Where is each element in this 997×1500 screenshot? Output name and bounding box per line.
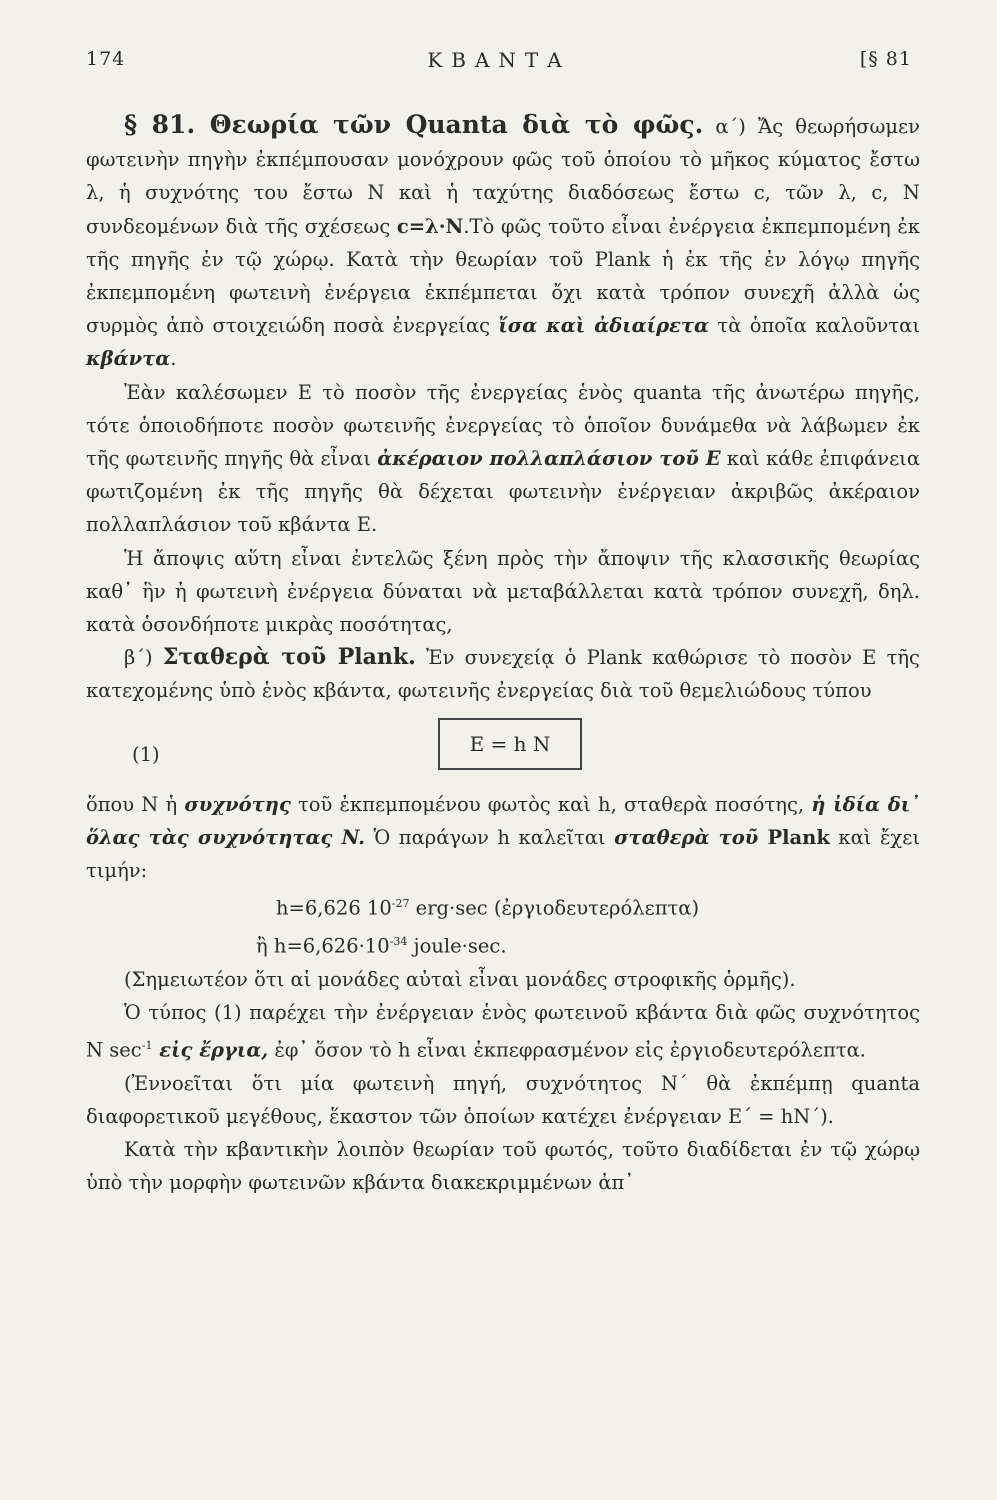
emphasis: ἡ ἰδία δι᾽ ὅλας τὰς συχνότητας N. <box>86 792 920 849</box>
emphasis: συχνότης <box>184 792 291 816</box>
text: Ἐὰν καλέσωμεν E τὸ ποσὸν τῆς ἐνεργείας ἑνὸς quanta τῆς ἀνωτέρω πηγῆς, τότε ὁποιοδήποτε ποσὸν φωτεινῆς ἐνεργείας τὸ ὁποῖον δυνάμεθα νὰ λάβωμεν ἐκ τῆς φωτεινῆς πηγῆς θὰ εἶναι <box>86 380 920 471</box>
value-line-erg <box>86 887 920 925</box>
exponent: -1 <box>141 1039 153 1053</box>
paragraph-quanta-multiple <box>86 376 920 542</box>
paragraph-plank-constant <box>86 641 920 707</box>
text: . <box>170 347 177 371</box>
value-line-joule <box>86 925 920 963</box>
text: ἐφ᾽ ὅσον τὸ h εἶναι ἐκπεφρασμένον εἰς ἐργιοδευτερόλεπτα. <box>268 1038 866 1062</box>
paragraph-note-units: (Σημειωτέον ὅτι αἱ μονάδες αὐταὶ εἶναι μονάδες στροφικῆς ὁρμῆς). <box>124 967 796 991</box>
text: .Τὸ φῶς τοῦτο εἶναι ἐνέργεια ἐκπεμπομένη ἐκ τῆς πηγῆς ἐν τῷ χώρῳ. Κατὰ τὴν θεωρίαν τοῦ Plank ἡ ἐκ τῆς ἐν λόγῳ πηγῆς ἐκπεμπομένη φωτεινὴ ἐνέργεια ἐκπέμπεται ὄχι κατὰ τρόπον συνεχῆ ἀλλὰ ὡς συρμὸς ἀπὸ στοιχειώδη ποσὰ ἐνεργείας <box>86 214 920 338</box>
paragraph-formula-meaning <box>86 996 920 1067</box>
emphasis: εἰς ἔργια, <box>152 1038 269 1062</box>
text: joule·sec. <box>407 934 507 958</box>
text: ἢ h=6,626·10 <box>256 934 390 958</box>
paragraph-quantum-theory: Κατὰ τὴν κβαντικὴν λοιπὸν θεωρίαν τοῦ φωτός, τοῦτο διαδίδεται ἐν τῷ χώρῳ ὑπὸ τὴν μορφὴν φωτεινῶν κβάντα διακεκριμμένων ἀπ᾽ <box>86 1138 920 1195</box>
paragraph-81-intro <box>86 108 920 376</box>
text: καὶ κάθε ἐπιφάνεια φωτιζομένη ἐκ τῆς πηγῆς θὰ δέχεται φωτεινὴν ἐνέργειαν ἀκριβῶς ἀκέραιον πολλαπλάσιον τοῦ κβάντα E. <box>86 447 920 537</box>
text: τοῦ ἐκπεμπομένου φωτὸς καὶ h, σταθερὰ ποσότης, <box>290 792 812 816</box>
text: τὰ ὁποῖα καλοῦνται <box>709 314 920 338</box>
equation-number: (1) <box>132 742 160 766</box>
formula-row <box>86 708 920 788</box>
emphasis: ἀκέραιον πολλαπλάσιον τοῦ E <box>377 447 721 471</box>
boxed-formula: E = h N <box>438 718 582 770</box>
text: h=6,626 10 <box>276 896 392 920</box>
text: erg·sec (ἐργιοδευτερόλεπτα) <box>409 896 700 920</box>
page-header <box>86 40 912 76</box>
text: ὅπου N ἡ <box>86 792 185 816</box>
emphasis: σταθερὰ τοῦ <box>614 825 759 849</box>
running-title: ΚΒΑΝΤΑ <box>427 48 571 72</box>
text: α΄) Ἄς θεωρήσωμεν φωτεινὴν πηγὴν ἐκπέμπουσαν μονόχρουν φῶς τοῦ ὁποίου τὸ μῆκος κύματος ἔστω λ, ἡ συχνότης του ἔστω N καὶ ἡ ταχύτης διαδόσεως ἔστω c, τῶν λ, c, N συνδεομένων διὰ τῆς σχέσεως <box>86 115 920 238</box>
paragraph-classical-view: Ἡ ἄποψις αὕτη εἶναι ἐντελῶς ξένη πρὸς τὴν ἄποψιν τῆς κλασσικῆς θεωρίας καθ᾽ ἣν ἡ φωτεινὴ ἐνέργεια δύναται νὰ μεταβάλλεται κατὰ τρόπον συνεχῆ, δηλ. κατὰ ὁσονδήποτε μικρὰς ποσότητας, <box>86 546 920 637</box>
emphasis: Plank <box>758 825 830 849</box>
paragraph-definitions <box>86 788 920 888</box>
text: Ὁ παράγων h καλεῖται <box>364 825 615 849</box>
text: Ἐν συνεχείᾳ ὁ Plank καθώρισε τὸ ποσὸν E τῆς κατεχομένης ὑπὸ ἑνὸς κβάντα, φωτεινῆς ἐνεργείας διὰ τοῦ θεμελιώδους τύπου <box>86 646 920 703</box>
subsection-heading: Σταθερὰ τοῦ Plank. <box>162 644 416 671</box>
exponent: -27 <box>391 897 410 911</box>
text: Ὁ τύπος (1) παρέχει τὴν ἐνέργειαν ἑνὸς φωτεινοῦ κβάντα διὰ φῶς συχνότητος N sec <box>86 1000 920 1062</box>
section-heading: § 81. Θεωρία τῶν Quanta διὰ τὸ φῶς. <box>124 110 704 139</box>
text: καὶ ἔχει τιμήν: <box>86 825 920 883</box>
section-marker: [§ 81 <box>859 48 912 70</box>
paragraph-other-frequency: (Ἐννοεῖται ὅτι μία φωτεινὴ πηγή, συχνότητος N΄ θὰ ἐκπέμπῃ quanta διαφορετικοῦ μεγέθους, ἕκαστον τῶν ὁποίων κατέχει ἐνέργειαν E΄ = hN΄). <box>86 1071 920 1128</box>
exponent: -34 <box>389 934 408 948</box>
page-body <box>86 108 920 1200</box>
item-label: β΄) <box>124 646 153 670</box>
page-number: 174 <box>86 48 126 70</box>
emphasis: ἴσα καὶ ἀδιαίρετα <box>498 314 710 338</box>
relation-formula: c=λ·N <box>396 214 464 238</box>
emphasis: κβάντα <box>86 347 171 371</box>
